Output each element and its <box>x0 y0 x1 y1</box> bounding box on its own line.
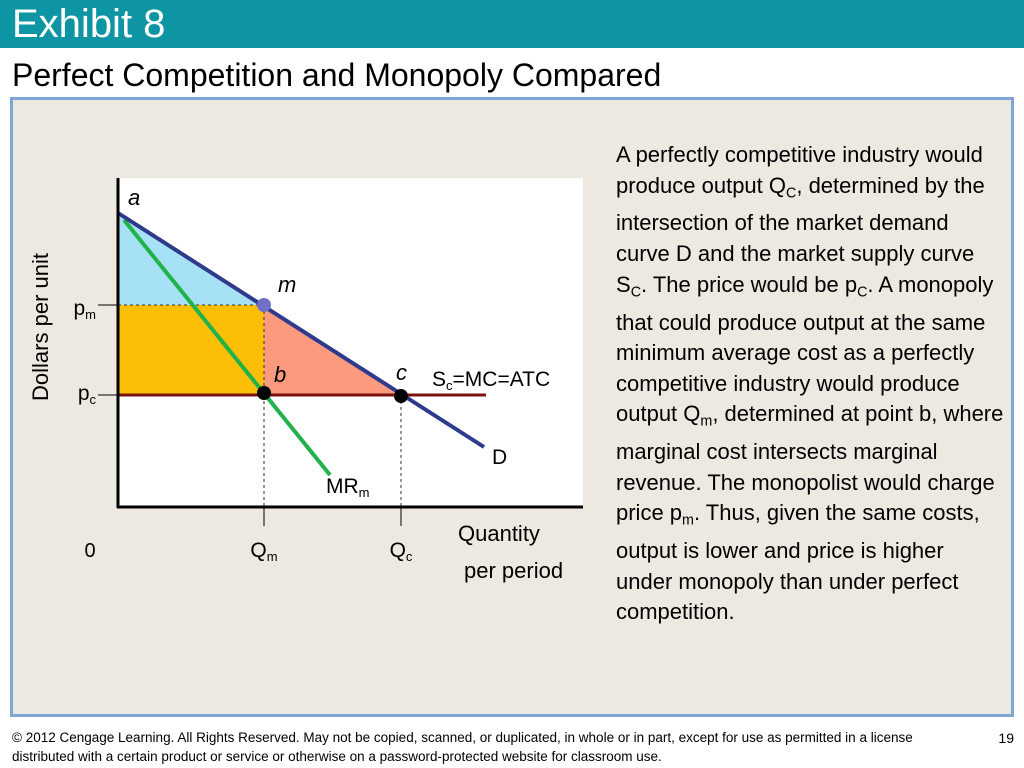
description-subscript: C <box>630 283 642 300</box>
description-segment: , determined at point b, where marginal cost intersects marginal revenue. The monopolist would charge price p <box>616 401 1004 526</box>
description-text <box>616 140 1006 628</box>
pc-label: pc <box>77 382 96 407</box>
slide-subtitle: Perfect Competition and Monopoly Compared <box>12 57 662 93</box>
description-subscript: C <box>786 184 797 201</box>
description-subscript: m <box>700 413 713 430</box>
supply-curve-label: Sc=MC=ATC <box>432 368 551 393</box>
description-segment: , determined by the intersection of the market demand curve D and the market supply curve S <box>616 172 985 297</box>
point-c-marker <box>394 389 408 403</box>
x-axis-label-period: per period <box>464 558 564 583</box>
x-axis-label-quantity: Quantity <box>458 521 540 546</box>
point-b-marker <box>257 386 271 400</box>
exhibit-title: Exhibit 8 <box>12 2 166 46</box>
origin-label: 0 <box>84 540 96 562</box>
qc-label: Qc <box>389 539 413 564</box>
point-c-label: c <box>396 360 407 385</box>
description-segment: A perfectly competitive industry would produce output Q <box>616 142 983 198</box>
description-segment: . The price would be p <box>641 271 858 297</box>
pm-label: pm <box>73 297 96 322</box>
point-a-label: a <box>128 185 141 210</box>
y-axis-label: Dollars per unit <box>28 253 53 401</box>
point-m-label: m <box>278 272 297 297</box>
description-subscript: C <box>857 283 868 300</box>
transfer-area <box>118 305 264 395</box>
description-segment: . Thus, given the same costs, output is lower and price is higher under monopoly than under perfect competition. <box>616 500 980 625</box>
page-number: 19 <box>998 730 1014 746</box>
copyright-footer: © 2012 Cengage Learning. All Rights Reserved. May not be copied, scanned, or duplicated, in whole or in part, except for use as permitted in a license distributed with a certain product or service or otherwise on a password-protected website for classroom use. <box>12 730 913 764</box>
point-m-marker <box>257 298 271 312</box>
description-segment: . A monopoly that could produce output at the same minimum average cost as a perfectly competitive industry would produce output Q <box>616 271 994 427</box>
qm-label: Qm <box>250 539 278 564</box>
description-subscript: m <box>682 512 694 529</box>
mr-curve-label: MRm <box>326 475 370 500</box>
point-b-label: b <box>274 362 287 387</box>
demand-curve-label: D <box>492 446 508 469</box>
